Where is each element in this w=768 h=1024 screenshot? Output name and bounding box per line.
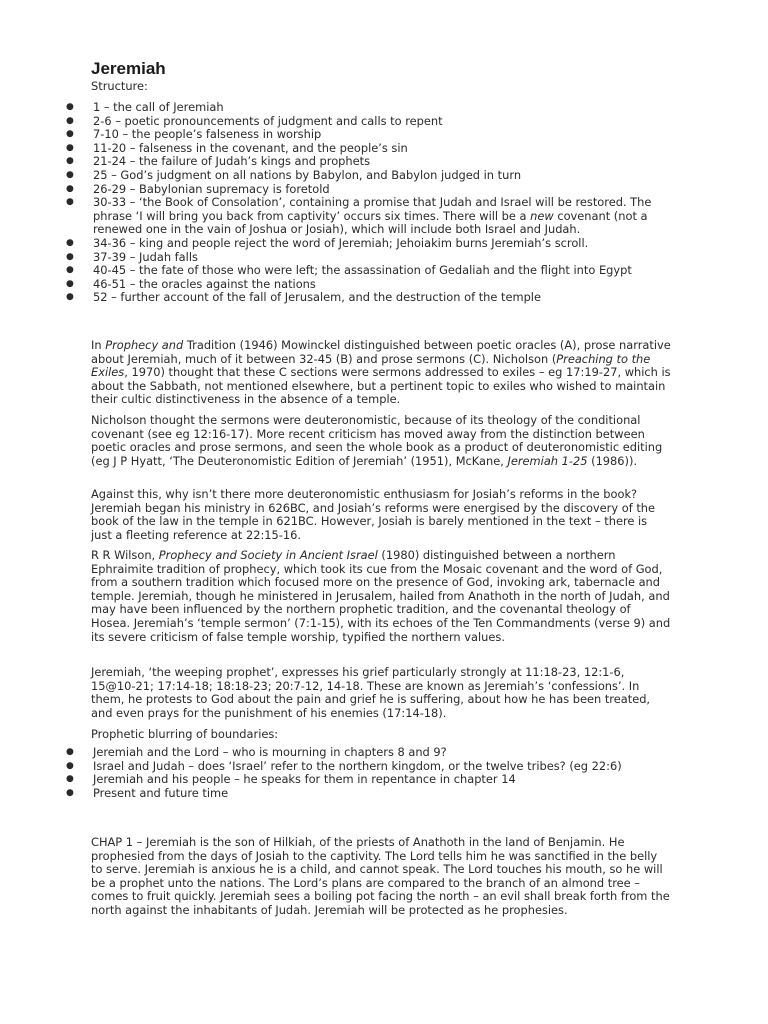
paragraph-blurring-heading: Prophetic blurring of boundaries: bbox=[91, 727, 279, 741]
structure-label: Structure: bbox=[91, 79, 148, 93]
list-item: ● 46-51 – the oracles against the nations bbox=[66, 276, 316, 291]
bullet-icon: ● bbox=[66, 102, 74, 112]
paragraph-josiah: Against this, why isn’t there more deuteronomistic enthusiasm for Josiah’s reforms in the book? Jeremiah began his ministry in 626BC, and Josiah’s reforms were energised by the discovery of the book of the law in the temple in 621BC. However, Josiah is barely mentioned in the text – there is just a fleeting reference at 22:15-16. bbox=[91, 487, 656, 542]
bullet-icon: ● bbox=[66, 142, 74, 153]
bullet-icon: ● bbox=[66, 265, 74, 276]
list-item: ● 30-33 – ‘the Book of Consolation’, containing a promise that Judah and Israel will be restored. The phrase ‘I will bring you back from captivity’ occurs six times. There will be a new covenant (not a renewed one in the vain of Joshua or Josiah), which will include both Israel and Judah. bbox=[66, 195, 652, 237]
bullet-icon: ● bbox=[66, 747, 74, 757]
bullet-icon: ● bbox=[66, 115, 74, 126]
bullet-icon: ● bbox=[66, 169, 74, 180]
list-item: ● 11-20 – falseness in the covenant, and the people’s sin bbox=[66, 140, 408, 155]
list-item: ● Jeremiah and the Lord – who is mourning in chapters 8 and 9? bbox=[66, 745, 447, 759]
list-item: ● 40-45 – the fate of those who were left; the assassination of Gedaliah and the flight into Egypt bbox=[66, 263, 632, 278]
bullet-icon: ● bbox=[66, 787, 74, 798]
bullet-icon: ● bbox=[66, 183, 74, 194]
bullet-icon: ● bbox=[66, 760, 74, 771]
list-item: ● 26-29 – Babylonian supremacy is foretold bbox=[66, 181, 330, 196]
list-item: ● 25 – God’s judgment on all nations by Babylon, and Babylon judged in turn bbox=[66, 167, 522, 182]
structure-list bbox=[0, 101, 700, 305]
list-item: ● 7-10 – the people’s falseness in worship bbox=[66, 127, 322, 142]
list-item: ● 52 – further account of the fall of Jerusalem, and the destruction of the temple bbox=[66, 290, 541, 305]
paragraph-nicholson: Nicholson thought the sermons were deuteronomistic, because of its theology of the conditional covenant (see eg 12:16-17). More recent criticism has moved away from the distinction between poetic oracles and prose sermons, and seen the whole book as a product of deuteronomistic editing (eg J P Hyatt, ‘The Deuteronomistic Edition of Jeremiah’ (1951), McKane, Jeremiah 1-25 (1986)). bbox=[91, 413, 663, 468]
bullet-icon: ● bbox=[66, 129, 74, 140]
paragraph-weeping-prophet: Jeremiah, ‘the weeping prophet’, expresses his grief particularly strongly at 11:18-23, 12:1-6, 15@10-21; 17:14-18; 18:18-23; 20:7-12, 14-18. These are known as Jeremiah’s ‘confessions’. In them, he protests to God about the pain and grief he is suffering, about how he has been treated, and even prays for the punishment of his enemies (17:14-18). bbox=[91, 665, 651, 720]
list-item: ● 1 – the call of Jeremiah bbox=[66, 100, 224, 114]
bullet-icon: ● bbox=[66, 774, 74, 785]
bullet-icon: ● bbox=[66, 251, 74, 262]
paragraph-chapter-1: CHAP 1 – Jeremiah is the son of Hilkiah, of the priests of Anathoth in the land of Benjamin. He prophesied from the days of Josiah to the captivity. The Lord tells him he was sanctified in the belly to serve. Jeremiah is anxious he is a child, and cannot speak. The Lord touches his mouth, so he will be a prophet unto the nations. The Lord’s plans are compared to the branch of an almond tree – comes to fruit quickly. Jeremiah sees a boiling pot facing the north – an evil shall break forth from the north against the inhabitants of Judah. Jeremiah will be protected as he prophesies. bbox=[91, 835, 670, 917]
list-item: ● 2-6 – poetic pronouncements of judgment and calls to repent bbox=[66, 113, 443, 128]
document-title: Jeremiah bbox=[91, 59, 166, 78]
list-item: ● Israel and Judah – does ‘Israel’ refer to the northern kingdom, or the twelve tribes? (eg 22:6) bbox=[66, 758, 622, 773]
list-item: ● 21-24 – the failure of Judah’s kings and prophets bbox=[66, 154, 371, 169]
bullet-icon: ● bbox=[66, 292, 74, 303]
list-item: ● Jeremiah and his people – he speaks for them in repentance in chapter 14 bbox=[66, 772, 516, 787]
bullet-icon: ● bbox=[66, 197, 74, 208]
blurring-list bbox=[0, 746, 700, 800]
bullet-icon: ● bbox=[66, 237, 74, 248]
list-item: ● 37-39 – Judah falls bbox=[66, 249, 198, 264]
list-item: ● Present and future time bbox=[66, 785, 229, 800]
paragraph-wilson: R R Wilson, Prophecy and Society in Ancient Israel (1980) distinguished between a northern Ephraimite tradition of prophecy, which took its cue from the Mosaic covenant and the word of God, from a southern tradition which focused more on the presence of God, invoking ark, tabernacle and temple. Jeremiah, though he ministered in Jerusalem, hailed from Anathoth in the north of Judah, and may have been influenced by the northern prophetic tradition, and the covenantal theology of Hosea. Jeremiah’s ‘temple sermon’ (7:1-15), with its echoes of the Ten Commandments (verse 9) and its severe criticism of false temple worship, typified the northern values. bbox=[91, 548, 671, 644]
paragraph-mowinckel: In Prophecy and Tradition (1946) Mowinckel distinguished between poetic oracles (A), prose narrative about Jeremiah, much of it between 32-45 (B) and prose sermons (C). Nicholson (Preaching to the Exiles, 1970) thought that these C sections were sermons addressed to exiles – eg 17:19-27, which is about the Sabbath, not mentioned elsewhere, but a pertinent topic to exiles who wished to maintain their cultic distinctiveness in the absence of a temple. bbox=[91, 338, 671, 407]
bullet-icon: ● bbox=[66, 278, 74, 289]
list-item: ● 34-36 – king and people reject the word of Jeremiah; Jehoiakim burns Jeremiah’s scroll. bbox=[66, 235, 589, 250]
bullet-icon: ● bbox=[66, 156, 74, 167]
